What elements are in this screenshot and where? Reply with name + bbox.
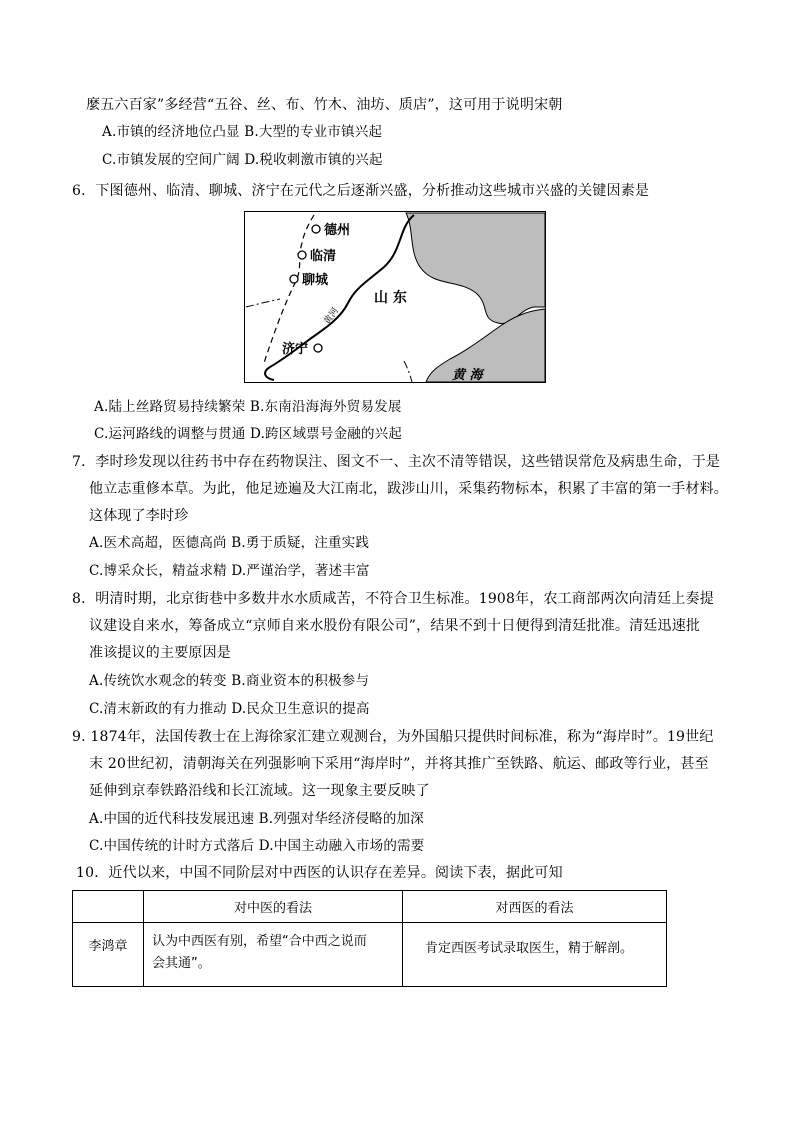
q5-options-cd: C.市镇发展的空间广阔 D.税收刺激市镇的兴起 bbox=[102, 152, 383, 168]
q5-stem-tail: 麼五六百家”多经营“五谷、丝、布、竹木、油坊、质店”，这可用于说明宋朝 bbox=[86, 97, 563, 113]
q8-options-ab: A.传统饮水观念的转变 B.商业资本的积极参与 bbox=[89, 673, 370, 689]
q7-stem-line2: 他立志重修本草。为此，他足迹遍及大江南北，跋涉山川，采集药物标本，积累了丰富的第一手材料。 bbox=[89, 481, 728, 497]
chinese-view-line2: 会其通”。 bbox=[152, 956, 211, 971]
river-label: 黄河 bbox=[322, 306, 342, 327]
table-header-chinese-medicine: 对中医的看法 bbox=[144, 891, 403, 923]
table-cell-western-view: 肯定西医考试录取医生，精于解剖。 bbox=[403, 923, 667, 987]
q9-stem-line3: 延伸到京奉铁路沿线和长江流域。这一现象主要反映了 bbox=[89, 783, 430, 799]
q8-stem-line2: 议建设自来水，筹备成立“京师自来水股份有限公司”，结果不到十日便得到清廷批准。清廷迅速批 bbox=[89, 618, 701, 634]
table-header-blank bbox=[73, 891, 144, 923]
q7-options-ab: A.医术高超，医德高尚 B.勇于质疑，注重实践 bbox=[89, 535, 370, 551]
q9-stem-line2: 末 20世纪初，清朝海关在列强影响下采用“海岸时”，并将其推广至铁路、航运、邮政等行业，甚至 bbox=[89, 756, 709, 772]
q6-options-ab: A.陆上丝路贸易持续繁荣 B.东南沿海海外贸易发展 bbox=[94, 399, 402, 415]
q9-options-cd: C.中国传统的计时方式落后 D.中国主动融入市场的需要 bbox=[89, 838, 425, 854]
q7-stem-line1: 7．李时珍发现以往药书中存在药物误注、图文不一、主次不清等错误，这些错误常危及病患生命，于是 bbox=[72, 454, 721, 470]
q10-table bbox=[72, 890, 667, 987]
liaocheng-dot bbox=[290, 275, 298, 283]
q9-stem-line1: 9. 1874年，法国传教士在上海徐家汇建立观测台，为外国船只提供时间标准，称为“海岸时”。19世纪 bbox=[72, 729, 714, 745]
table-cell-name: 李鸿章 bbox=[73, 923, 144, 987]
table-header-row bbox=[73, 891, 667, 923]
jining-label: 济宁 bbox=[282, 342, 309, 357]
jining-dot bbox=[314, 344, 322, 352]
table-cell-chinese-view bbox=[144, 923, 403, 987]
sea-label: 黄 海 bbox=[452, 368, 483, 383]
province-label: 山 东 bbox=[374, 290, 407, 306]
q8-stem-line1: 8．明清时期，北京街巷中多数井水水质咸苦，不符合卫生标准。1908年，农工商部两次向清廷上奏提 bbox=[72, 591, 714, 607]
q9-options-ab: A.中国的近代科技发展迅速 B.列强对华经济侵略的加深 bbox=[89, 811, 424, 827]
linqing-label: 临清 bbox=[310, 249, 337, 264]
linqing-dot bbox=[298, 251, 306, 259]
liaocheng-label: 聊城 bbox=[302, 273, 329, 288]
q5-options-ab: A.市镇的经济地位凸显 B.大型的专业市镇兴起 bbox=[102, 124, 383, 140]
chinese-view-line1: 认为中西医有别，希望“合中西之说而 bbox=[152, 934, 367, 949]
table-row bbox=[73, 923, 667, 987]
q10-stem: 10．近代以来，中国不同阶层对中西医的认识存在差异。阅读下表，据此可知 bbox=[76, 865, 563, 881]
q8-stem-line3: 准该提议的主要原因是 bbox=[89, 645, 231, 661]
q7-stem-line3: 这体现了李时珍 bbox=[89, 508, 189, 524]
q7-options-cd: C.博采众长，精益求精 D.严谨治学，著述丰富 bbox=[89, 563, 370, 579]
table-header-western-medicine: 对西医的看法 bbox=[403, 891, 667, 923]
dezhou-dot bbox=[312, 225, 320, 233]
dezhou-label: 德州 bbox=[324, 223, 351, 238]
shandong-map bbox=[244, 211, 546, 383]
q6-stem: 6．下图德州、临清、聊城、济宁在元代之后逐渐兴盛，分析推动这些城市兴盛的关键因素是 bbox=[72, 183, 650, 199]
q8-options-cd: C.清末新政的有力推动 D.民众卫生意识的提高 bbox=[89, 701, 370, 717]
q6-options-cd: C.运河路线的调整与贯通 D.跨区域票号金融的兴起 bbox=[94, 426, 403, 442]
